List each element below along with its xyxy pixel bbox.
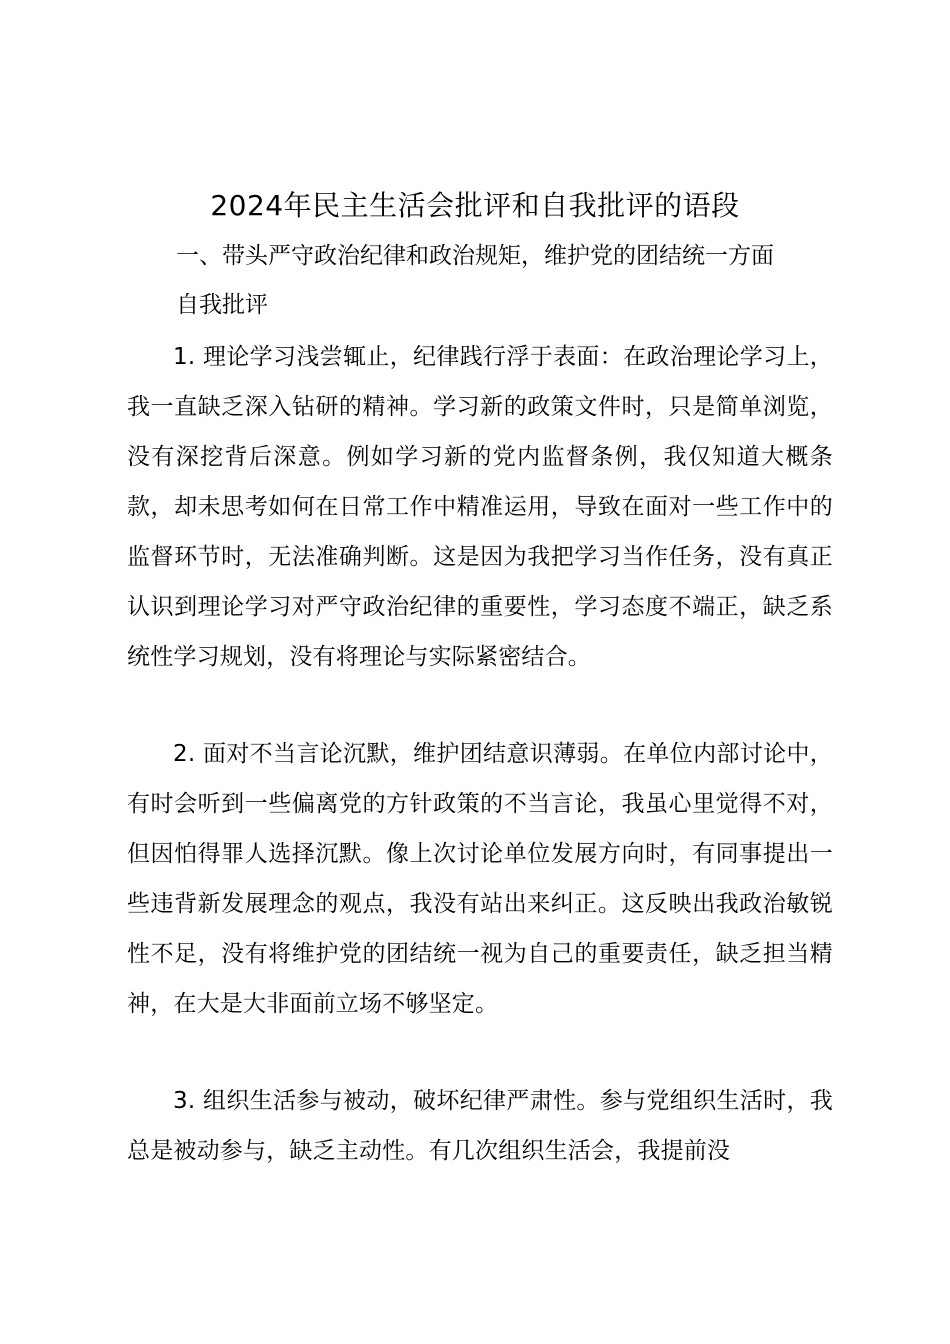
sub-heading: 自我批评 (176, 292, 268, 318)
paragraph-2: 2. 面对不当言论沉默，维护团结意识薄弱。在单位内部讨论中，有时会听到一些偏离党的方针政策的不当言论，我虽心里觉得不对，但因怕得罪人选择沉默。像上次讨论单位发展方向时，有同事提出一些违背新发展理念的观点，我没有站出来纠正。这反映出我政治敏锐性不足，没有将维护党的团结统一视为自己的重要责任，缺乏担当精神，在大是大非面前立场不够坚定。 (127, 741, 833, 1017)
paragraph-3: 3. 组织生活参与被动，破坏纪律严肃性。参与党组织生活时，我总是被动参与，缺乏主动性。有几次组织生活会，我提前没 (127, 1088, 833, 1164)
paragraph-1: 1. 理论学习浅尝辄止，纪律践行浮于表面：在政治理论学习上，我一直缺乏深入钻研的精神。学习新的政策文件时，只是简单浏览，没有深挖背后深意。例如学习新的党内监督条例，我仅知道大概条款，却未思考如何在日常工作中精准运用，导致在面对一些工作中的监督环节时，无法准确判断。这是因为我把学习当作任务，没有真正认识到理论学习对严守政治纪律的重要性，学习态度不端正，缺乏系统性学习规划，没有将理论与实际紧密结合。 (127, 344, 833, 670)
section-heading: 一、带头严守政治纪律和政治规矩，维护党的团结统一方面 (176, 243, 774, 269)
document-title: 2024年民主生活会批评和自我批评的语段 (210, 189, 740, 222)
